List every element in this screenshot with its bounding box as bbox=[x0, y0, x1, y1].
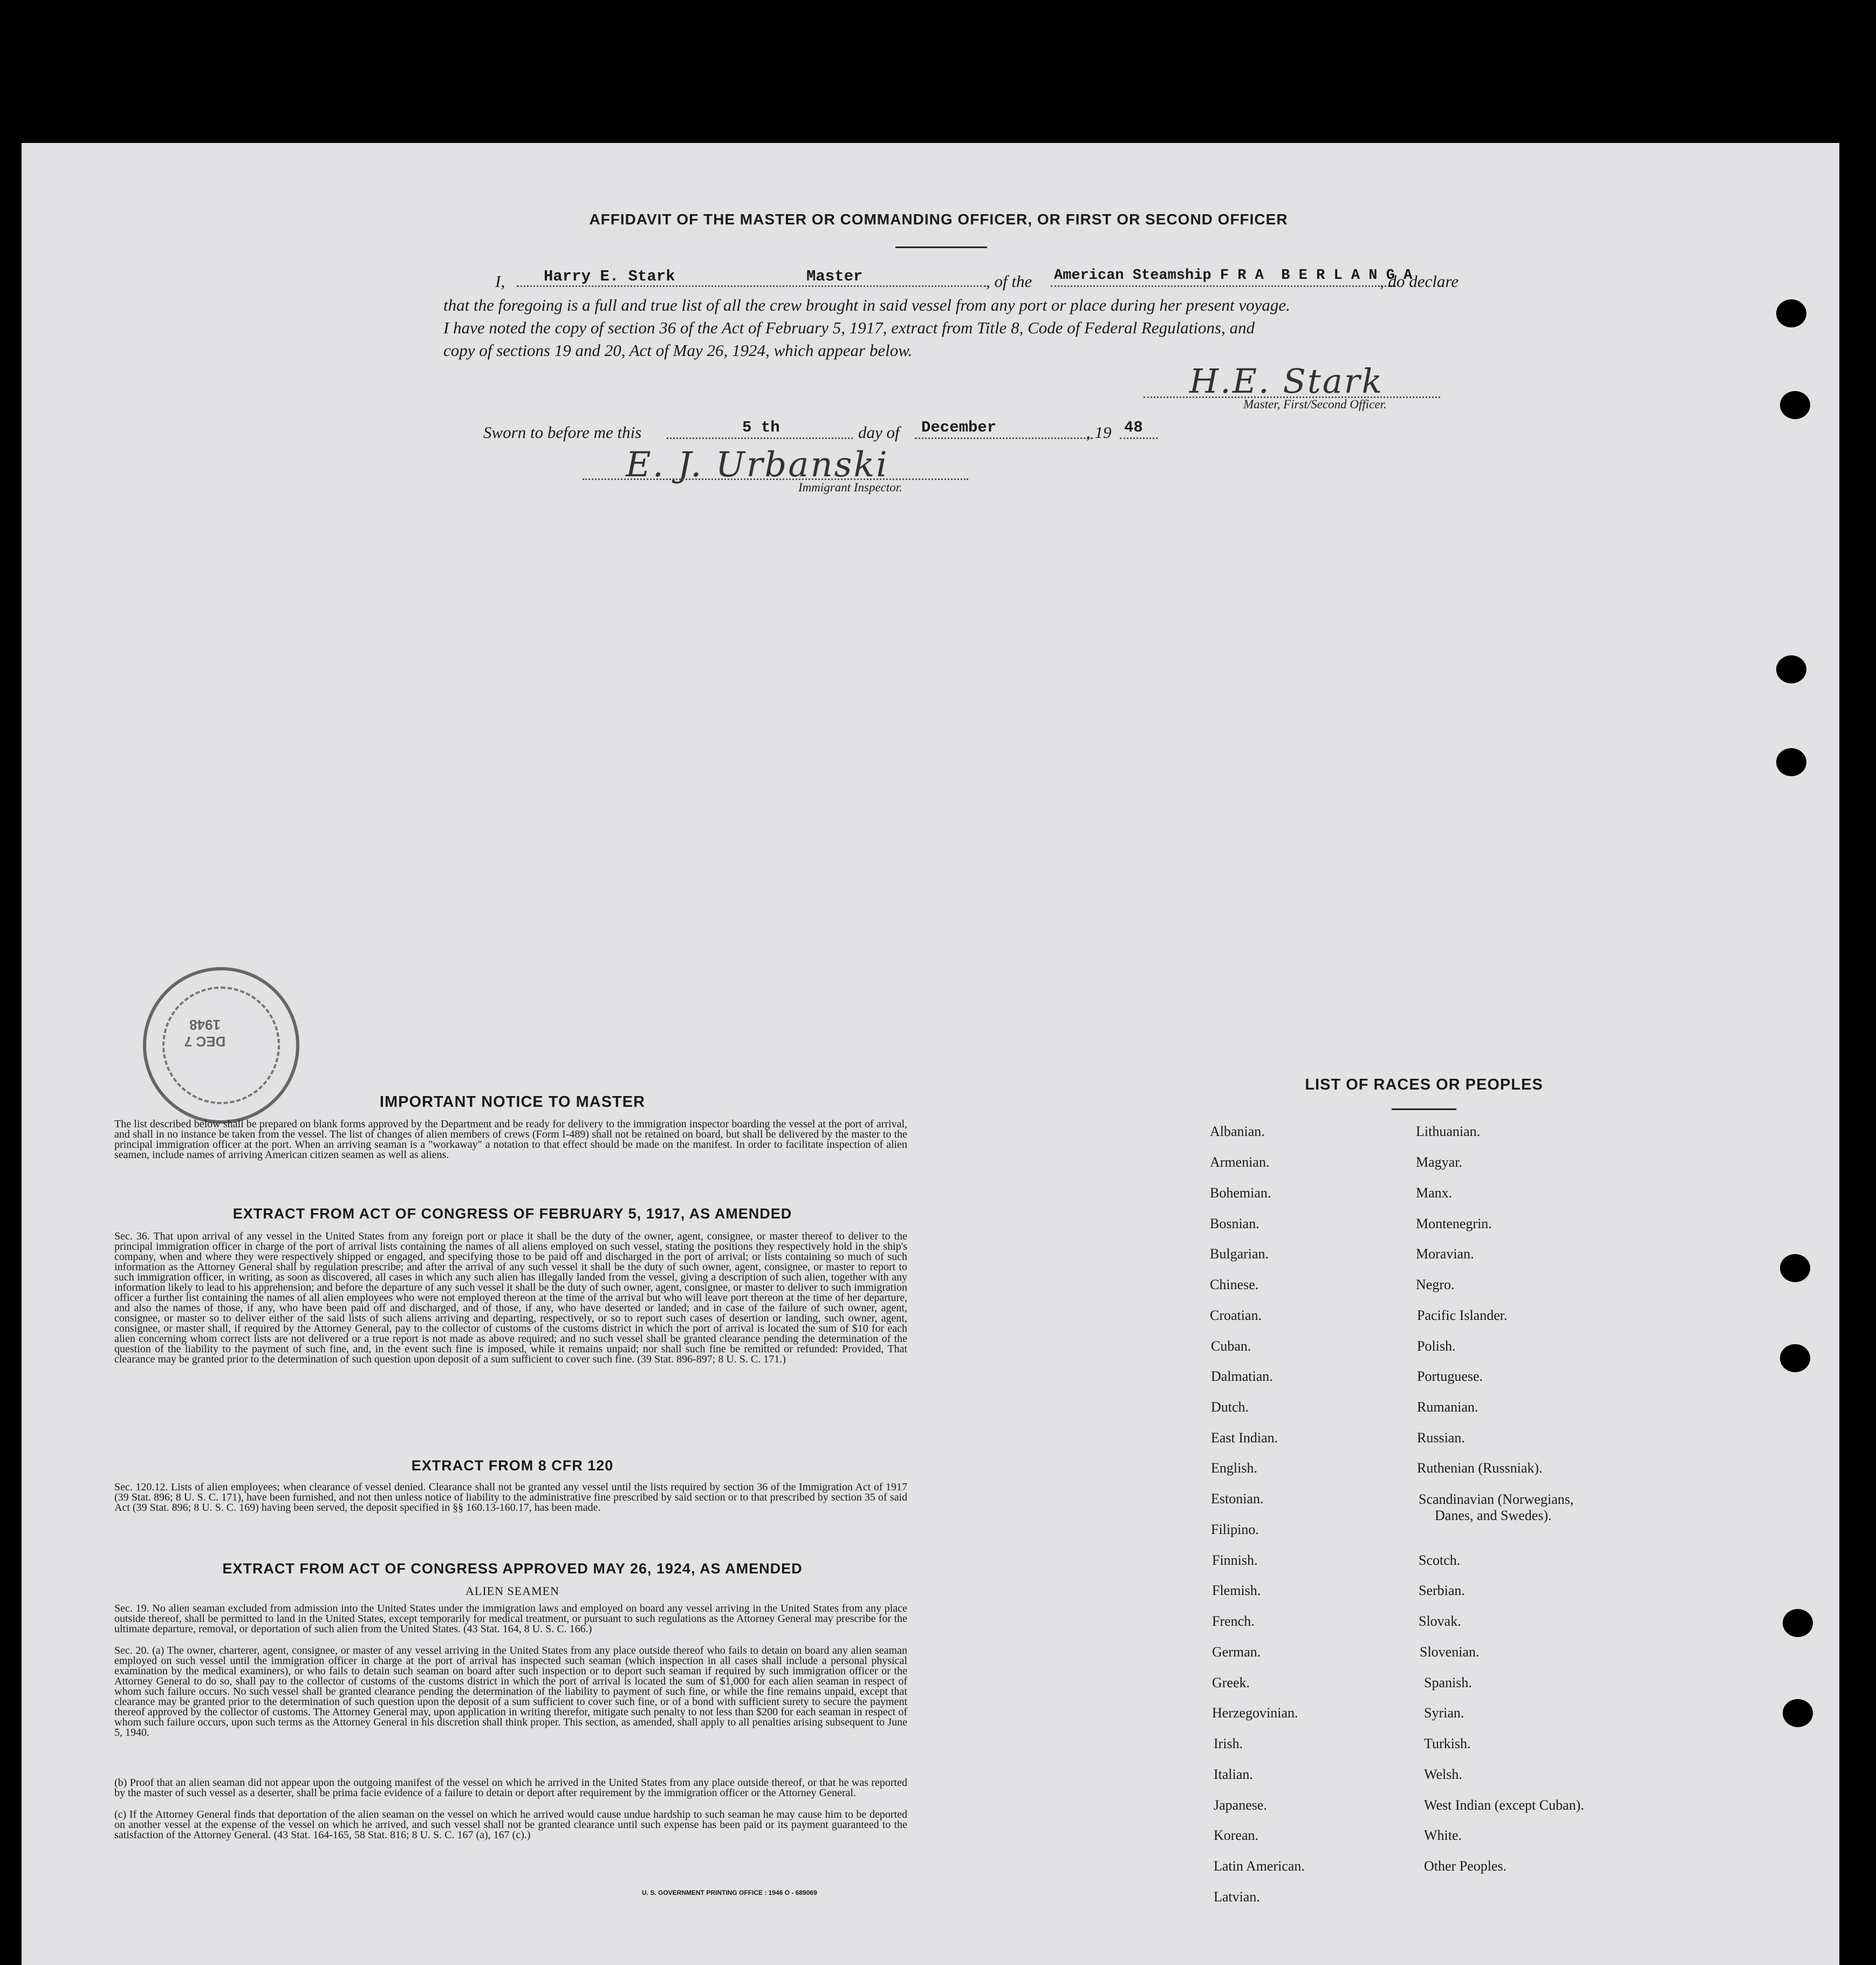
sworn-day: 5 th bbox=[742, 419, 780, 436]
race-item: Chinese. bbox=[1210, 1277, 1259, 1292]
race-item: Syrian. bbox=[1424, 1705, 1464, 1721]
race-item: Latin American. bbox=[1214, 1858, 1305, 1874]
extract-1917-text: Sec. 36. That upon arrival of any vessel in the United States from any foreign port or place it shall be the duty of the owner, agent, consignee, or master thereof to deliver to the principal immigration officer in charge of the port of arrival lists containing the names of all aliens employed on such vessel, stating the positions they respectively hold in the ship's company, when and where they were respectively shipped or engaged, and specifying those to be paid off and discharged in the port of arrival; or lists containing so much of such information as the Attorney General shall by regulation prescribe; and after the arrival of any such vessel it shall be the duty of such owner, agent, consignee, or master to report to such immigration officer, in writing, as soon as discovered, all cases in which any such alien has illegally landed from the vessel, giving a description of such alien, together with any information likely to lead to his apprehension; and before the departure of any such vessel it shall be the duty of such owner, agent, consignee, or master to deliver to such immigration officer a further list containing the names of all alien employees who were not employed thereon at the time of the arrival but who will leave port thereon at the time of her departure, and also the names of those, if any, who have been paid off and discharged, and of those, if any, who have deserted or landed; and in case of the failure of such owner, agent, consignee, or master so to deliver either of the said lists of such aliens arriving and departing, respectively, or so to report such cases of desertion or landing, such owner, agent, consignee, or master shall, if required by the Attorney General, pay to the collector of customs of the customs district in which the port of arrival is located the sum of $10 for each alien concerning whom correct lists are not delivered or a true report is not made as above required; and no such vessel shall be granted clearance pending the determination of the question of the liability to the payment of such fine, and, in the event such fine is imposed, while it remains unpaid; nor shall such fine be remitted or refunded: Provided, That clearance may be granted prior to the determination of such question upon deposit of a sum sufficient to cover such fine. (39 Stat. 896-897; 8 U. S. C. 171.) bbox=[114, 1230, 907, 1365]
race-item: Ruthenian (Russniak). bbox=[1417, 1460, 1543, 1476]
document-page bbox=[22, 143, 1839, 1965]
of-the-text: , of the bbox=[986, 272, 1032, 291]
affidavit-line4: copy of sections 19 and 20, Act of May 26, 1924, which appear below. bbox=[443, 341, 913, 360]
master-name: Harry E. Stark bbox=[544, 268, 675, 285]
year-prefix: , 19 bbox=[1086, 423, 1112, 442]
race-item: Other Peoples. bbox=[1424, 1858, 1507, 1874]
do-declare-text: , do declare bbox=[1380, 272, 1459, 291]
extract-1924-sec19: Sec. 19. No alien seaman excluded from admission into the United States under the immigration laws and employed on board any vessel arriving in the United States from any place outside thereof, shall be permitted to land in the United States, except temporarily for medical treatment, or pursuant to such regulations as the Attorney General may prescribe for the ultimate departure, removal, or deportation of such alien from the United States. (43 Stat. 164, 8 U. S. C. 166.) bbox=[114, 1603, 907, 1635]
race-item: Dalmatian. bbox=[1211, 1368, 1273, 1384]
race-item: White. bbox=[1424, 1827, 1462, 1843]
races-title: LIST OF RACES OR PEOPLES bbox=[1305, 1076, 1543, 1093]
punch-hole bbox=[1783, 1699, 1813, 1727]
race-item: Irish. bbox=[1214, 1736, 1243, 1751]
extract-1917-title: EXTRACT FROM ACT OF CONGRESS OF FEBRUARY 5, 1917, AS AMENDED bbox=[232, 1206, 792, 1222]
extract-1924-title: EXTRACT FROM ACT OF CONGRESS APPROVED MAY 26, 1924, AS AMENDED bbox=[222, 1560, 803, 1577]
master-rank: Master bbox=[806, 268, 863, 285]
race-item: Moravian. bbox=[1416, 1246, 1474, 1262]
race-item: Welsh. bbox=[1424, 1767, 1462, 1782]
extract-1924-subtitle: ALIEN SEAMEN bbox=[465, 1584, 559, 1598]
punch-hole bbox=[1780, 1254, 1810, 1282]
race-item: Estonian. bbox=[1211, 1491, 1264, 1507]
race-item: French. bbox=[1212, 1613, 1255, 1629]
inspector-caption: Immigrant Inspector. bbox=[798, 481, 902, 494]
race-item: Rumanian. bbox=[1417, 1399, 1478, 1415]
race-item: Serbian. bbox=[1419, 1583, 1465, 1598]
race-item: Magyar. bbox=[1416, 1154, 1462, 1170]
race-item: Italian. bbox=[1214, 1767, 1253, 1782]
extract-8cfr-title: EXTRACT FROM 8 CFR 120 bbox=[411, 1457, 614, 1474]
inspector-signature: E. J. Urbanski bbox=[626, 445, 889, 485]
race-item: Slovenian. bbox=[1420, 1644, 1480, 1660]
race-item: Finnish. bbox=[1212, 1552, 1258, 1568]
affidavit-line3: I have noted the copy of section 36 of the Act of February 5, 1917, extract from Title 8, Code of Federal Regulations, and bbox=[443, 318, 1255, 337]
affidavit-line2: that the foregoing is a full and true list of all the crew brought in said vessel from any port or place during her present voyage. bbox=[443, 296, 1290, 314]
inspector-signature-line bbox=[583, 478, 968, 480]
race-item: Croatian. bbox=[1210, 1307, 1262, 1323]
vessel-name: American Steamship F R A B E R L A N G A bbox=[1054, 268, 1413, 284]
race-item: Negro. bbox=[1416, 1277, 1455, 1292]
race-item: Greek. bbox=[1212, 1675, 1250, 1690]
race-item: Herzegovinian. bbox=[1212, 1705, 1298, 1721]
race-item: German. bbox=[1212, 1644, 1261, 1660]
race-item: Bulgarian. bbox=[1210, 1246, 1269, 1262]
master-signature: H.E. Stark bbox=[1189, 361, 1384, 401]
race-item: Montenegrin. bbox=[1416, 1216, 1492, 1231]
race-item: Korean. bbox=[1214, 1827, 1259, 1843]
affidavit-i-prefix: I, bbox=[495, 272, 505, 291]
punch-hole bbox=[1776, 299, 1806, 327]
extract-1924-sec20c: (c) If the Attorney General finds that deportation of the alien seaman on the vessel on which he arrived would cause undue hardship to such seaman he may cause him to be deported on another vessel at the expense of the vessel on which he arrived, and such vessel shall not be granted clearance until such expense has been paid or its payment guaranteed to the satisfaction of the Attorney General. (43 Stat. 164-165, 58 Stat. 816; 8 U. S. C. 167 (a), 167 (c).) bbox=[114, 1809, 907, 1841]
race-item: West Indian (except Cuban). bbox=[1424, 1797, 1584, 1813]
punch-hole bbox=[1776, 748, 1806, 776]
race-item: Bohemian. bbox=[1210, 1185, 1271, 1201]
sworn-prefix: Sworn to before me this bbox=[483, 423, 642, 442]
race-item: Albanian. bbox=[1210, 1124, 1265, 1139]
races-divider bbox=[1392, 1108, 1456, 1110]
race-item: Japanese. bbox=[1214, 1797, 1267, 1813]
race-item: Lithuanian. bbox=[1416, 1124, 1481, 1139]
master-caption: Master, First/Second Officer. bbox=[1243, 398, 1387, 411]
race-item: Bosnian. bbox=[1210, 1216, 1259, 1231]
race-item: Cuban. bbox=[1211, 1338, 1251, 1354]
race-item: Slovak. bbox=[1419, 1613, 1461, 1629]
title-divider bbox=[895, 247, 987, 248]
race-item: East Indian. bbox=[1211, 1430, 1278, 1446]
race-item: Pacific Islander. bbox=[1417, 1307, 1508, 1323]
race-item: Spanish. bbox=[1424, 1675, 1472, 1690]
printer-imprint: U. S. GOVERNMENT PRINTING OFFICE : 1946 O - 689069 bbox=[642, 1889, 817, 1896]
sworn-month: December bbox=[921, 419, 997, 436]
punch-hole bbox=[1783, 1609, 1813, 1637]
race-item: Scotch. bbox=[1419, 1552, 1461, 1568]
race-item: English. bbox=[1211, 1460, 1257, 1476]
race-item: Scandinavian (Norwegians, bbox=[1419, 1491, 1574, 1507]
extract-1924-sec20b: (b) Proof that an alien seaman did not appear upon the outgoing manifest of the vessel on which he arrived in the United States from any place outside thereof, or that he was reported by the master of such vessel as a deserter, shall be prima facie evidence of a failure to detain or deport after requirement by the immigration officer or the Attorney General. bbox=[114, 1777, 907, 1799]
punch-hole bbox=[1776, 655, 1806, 683]
day-of-text: day of bbox=[858, 423, 900, 442]
punch-hole bbox=[1780, 1344, 1810, 1372]
race-item: Portuguese. bbox=[1417, 1368, 1483, 1384]
sworn-line bbox=[483, 420, 1238, 441]
stamp-date: DEC 7 1948 bbox=[184, 1017, 226, 1050]
race-item: Dutch. bbox=[1211, 1399, 1249, 1415]
sworn-year: 48 bbox=[1124, 419, 1143, 436]
extract-1924-sec20a: Sec. 20. (a) The owner, charterer, agent, consignee, or master of any vessel arriving in the United States from any place outside thereof who fails to detain on board any alien seaman employed on such vessel until the immigration officer in charge at the port of arrival has inspected such seaman (which inspection in all cases shall include a personal physical examination by the medical examiners), or who fails to detain such seaman on board after such inspection or to deport such seaman if required by such immigration officer or the Attorney General to do so, shall pay to the collector of customs of the customs district in which the port of arrival is located the sum of $1,000 for each alien seaman in respect of whom such failure occurs. No such vessel shall be granted clearance pending the determination of the liability to payment of such fine, or while the fine remains unpaid, except that clearance may be granted prior to the determination of such question upon the deposit of a sum sufficient to cover such fine, or of a bond with sufficient surety to secure the payment thereof approved by the collector of customs. The Attorney General may, upon application in writing therefor, mitigate such penalty to not less than $200 for each seaman in respect of whom such failure occurs, upon such terms as the Attorney General in his discretion shall think proper. This section, as amended, shall apply to all penalties arising subsequent to June 5, 1940. bbox=[114, 1645, 907, 1738]
affidavit-line1 bbox=[495, 269, 1473, 290]
race-item: Danes, and Swedes). bbox=[1435, 1508, 1552, 1523]
notice-title: IMPORTANT NOTICE TO MASTER bbox=[379, 1093, 646, 1111]
race-item: Filipino. bbox=[1211, 1522, 1259, 1537]
race-item: Armenian. bbox=[1210, 1154, 1270, 1170]
race-item: Latvian. bbox=[1214, 1889, 1260, 1905]
race-item: Manx. bbox=[1416, 1185, 1453, 1201]
race-item: Russian. bbox=[1417, 1430, 1465, 1446]
race-item: Turkish. bbox=[1424, 1736, 1471, 1751]
notice-text: The list described below shall be prepared on blank forms approved by the Department and be ready for delivery to the immigration inspector boarding the vessel at the port of arrival, and shall in no instance be taken from the vessel. The list of changes of alien members of crews (Form I-489) shall not be retained on board, but shall be delivered by the master to the principal immigration officer at the port. When an arriving seaman is a "workaway" a notation to that effect should be made on the manifest. In order to facilitate inspection of alien seamen, include names of arriving American citizen seamen as well as aliens. bbox=[114, 1118, 907, 1161]
affidavit-title: AFFIDAVIT OF THE MASTER OR COMMANDING OFFICER, OR FIRST OR SECOND OFFICER bbox=[589, 211, 1288, 228]
race-item: Flemish. bbox=[1212, 1583, 1261, 1598]
race-item: Polish. bbox=[1417, 1338, 1456, 1354]
punch-hole bbox=[1780, 391, 1810, 419]
extract-8cfr-text: Sec. 120.12. Lists of alien employees; when clearance of vessel denied. Clearance shall not be granted any vessel until the lists required by section 36 of the Immigration Act of 1917 (39 Stat. 896; 8 U. S. C. 171), have been furnished, and not then unless notice of liability to the administrative fine prescribed by said section or to that prescribed by section 35 of said Act (39 Stat. 896; 8 U. S. C. 169) having been served, the deposit specified in §§ 160.13-160.17, has been made. bbox=[114, 1481, 907, 1514]
